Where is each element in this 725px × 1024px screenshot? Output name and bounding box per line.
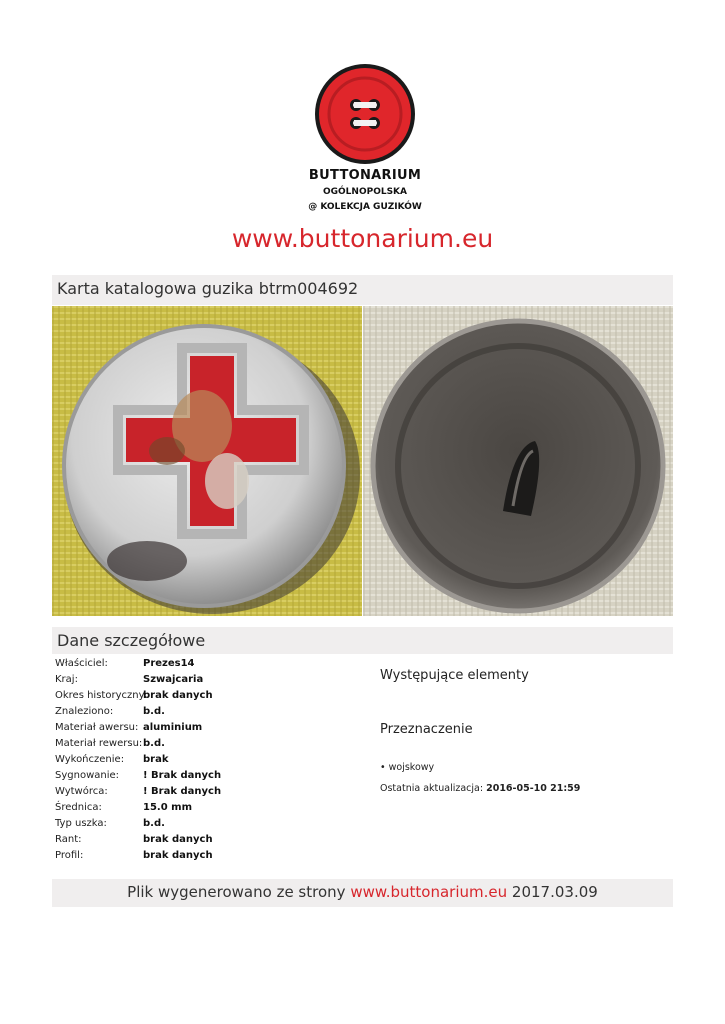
detail-row: [55, 674, 355, 690]
detail-label: Materiał awersu:: [55, 722, 139, 733]
detail-label: Materiał rewersu:: [55, 738, 143, 749]
details-title-bar: [52, 627, 673, 654]
detail-row: [55, 770, 355, 786]
details-title: Dane szczegółowe: [57, 631, 206, 650]
button-front-photo: [52, 306, 362, 616]
detail-value: brak danych: [143, 690, 213, 701]
detail-value: Szwajcaria: [143, 674, 204, 685]
detail-value: 15.0 mm: [143, 802, 192, 813]
detail-label: Średnica:: [55, 802, 102, 813]
detail-value: brak danych: [143, 834, 213, 845]
detail-value: ! Brak danych: [143, 770, 222, 781]
detail-value: aluminium: [143, 722, 203, 733]
detail-value: b.d.: [143, 706, 165, 717]
card-title: Karta katalogowa guzika btrm004692: [57, 279, 359, 298]
detail-row: [55, 658, 355, 674]
purpose-heading: Przeznaczenie: [380, 722, 473, 737]
last-update-label: Ostatnia aktualizacja:: [380, 783, 484, 794]
detail-value: brak: [143, 754, 169, 765]
button-photos: [52, 306, 673, 616]
detail-value: b.d.: [143, 738, 165, 749]
button-logo-icon: [300, 62, 430, 166]
footer-url-link[interactable]: www.buttonarium.eu: [350, 883, 508, 901]
detail-row: [55, 738, 355, 754]
detail-row: [55, 754, 355, 770]
brand-subtitle-2: @ KOLEKCJA GUZIKÓW: [308, 202, 422, 212]
card-title-bar: [52, 275, 673, 305]
footer-date: 2017.03.09: [511, 883, 598, 901]
detail-row: [55, 850, 355, 866]
brand-subtitle-1: OGÓLNOPOLSKA: [322, 187, 407, 197]
site-url-link[interactable]: www.buttonarium.eu: [231, 224, 494, 253]
footer-text: [52, 883, 673, 901]
detail-row: [55, 706, 355, 722]
bullet-icon: •: [380, 762, 389, 773]
detail-label: Znaleziono:: [55, 706, 114, 717]
detail-label: Właściciel:: [55, 658, 108, 669]
detail-row: [55, 786, 355, 802]
elements-heading: Występujące elementy: [380, 668, 529, 683]
logo: [300, 62, 430, 222]
detail-value: Prezes14: [143, 658, 195, 669]
button-back-photo: [363, 306, 673, 616]
detail-value: b.d.: [143, 818, 165, 829]
detail-label: Typ uszka:: [55, 818, 107, 829]
purpose-item: [380, 762, 434, 773]
detail-label: Profil:: [55, 850, 84, 861]
footer-prefix: Plik wygenerowano ze strony: [127, 883, 346, 901]
footer-bar: [52, 879, 673, 907]
detail-label: Wykończenie:: [55, 754, 125, 765]
detail-label: Okres historyczny:: [55, 690, 148, 701]
detail-row: [55, 690, 355, 706]
detail-label: Sygnowanie:: [55, 770, 120, 781]
purpose-item-label: wojskowy: [388, 762, 435, 773]
detail-value: ! Brak danych: [143, 786, 222, 797]
detail-row: [55, 834, 355, 850]
detail-label: Kraj:: [55, 674, 78, 685]
detail-label: Rant:: [55, 834, 82, 845]
detail-row: [55, 802, 355, 818]
detail-label: Wytwórca:: [55, 786, 108, 797]
last-update: [380, 783, 580, 794]
brand-name: BUTTONARIUM: [308, 168, 422, 183]
detail-value: brak danych: [143, 850, 213, 861]
last-update-value: 2016-05-10 21:59: [486, 783, 581, 794]
detail-row: [55, 722, 355, 738]
detail-row: [55, 818, 355, 834]
details-list: [55, 658, 355, 866]
